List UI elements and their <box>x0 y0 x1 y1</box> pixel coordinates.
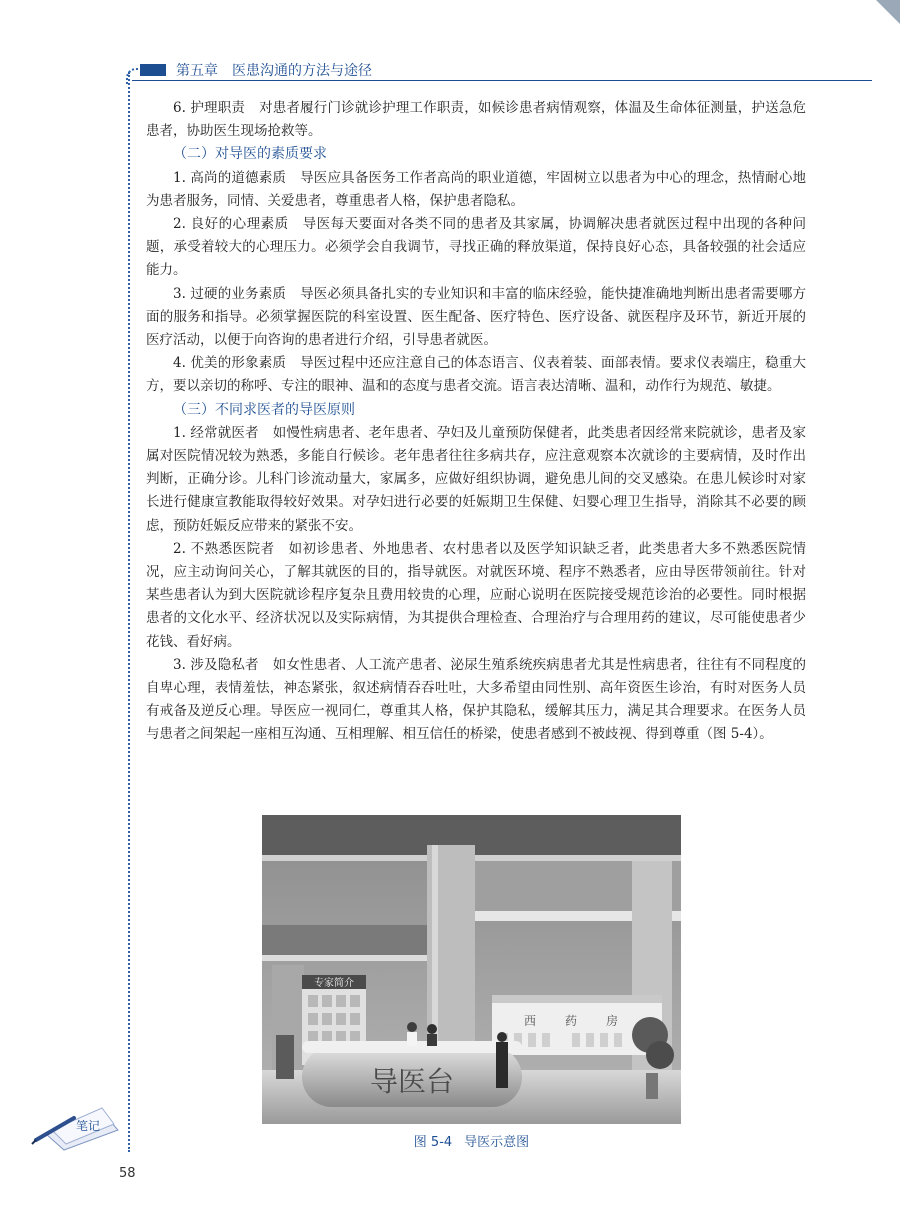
main-text <box>146 97 806 747</box>
pharmacy-sign-2: 药 <box>565 1014 578 1028</box>
paragraph-text: 对患者履行门诊就诊护理工作职责，如候诊患者病情观察，体温及生命体征测量，护送急危患者，协助医生现场抢救等。 <box>146 100 806 140</box>
paragraph-nursing-duty <box>146 97 806 143</box>
paragraph-text: 导医应具备医务工作者高尚的职业道德，牢固树立以患者为中心的理念，热情耐心地为患者服务，同情、关爱患者，尊重患者人格，保护患者隐私。 <box>146 169 807 209</box>
chapter-marker <box>140 64 166 76</box>
paragraph-image <box>146 352 806 398</box>
paragraph-text: 如慢性病患者、老年患者、孕妇及儿童预防保健者，此类患者因经常来院就诊，患者及家属对医院情况较为熟悉，多能自行候诊。老年患者往往多病共存，应注意观察本次就诊的主要病情，及时作出判断，正确分诊。儿科门诊流动量大，家属多，应做好组织协调，避免患儿间的交叉感染。在患儿候诊时对家长进行健康宣教能取得较好效果。对孕妇进行必要的妊娠期卫生保健、妇婴心理卫生指导，消除其不必要的顾虑，预防妊娠反应带来的紧张不安。 <box>146 424 807 534</box>
guide-desk-sign: 导医台 <box>369 1065 455 1098</box>
paragraph-professional <box>146 283 806 353</box>
paragraph-text: 如女性患者、人工流产患者、泌尿生殖系统疾病患者尤其是性病患者，往往有不同程度的自卑心理，表情羞怯，神态紧张，叙述病情吞吞吐吐，大多希望由同性别、高年资医生诊治，有时对医务人员有戒备及逆反心理。导医应一视同仁，尊重其人格，保护其隐私，缓解其压力，满足其合理要求。在医务人员与患者之间架起一座相互沟通、互相理解、相互信任的桥梁，使患者感到不被歧视、得到尊重（图 5-4）。 <box>146 656 807 743</box>
paragraph-heading: 2. 不熟悉医院者 <box>173 540 275 557</box>
chapter-header <box>132 60 872 84</box>
paragraph-heading: 4. 优美的形象素质 <box>173 355 287 372</box>
header-rule <box>132 80 872 81</box>
paragraph-heading: 2. 良好的心理素质 <box>173 216 289 233</box>
figure-number: 图 5-4 <box>413 1135 453 1150</box>
expert-board-sign: 专家简介 <box>314 978 354 989</box>
notes-icon <box>30 1096 126 1152</box>
notes-label: 笔记 <box>76 1119 101 1133</box>
hospital-lobby-photo <box>262 815 681 1124</box>
paragraph-privacy <box>146 654 806 747</box>
paragraph-heading: 6. 护理职责 <box>173 100 246 116</box>
paragraph-heading: 3. 过硬的业务素质 <box>173 285 287 302</box>
paragraph-moral <box>146 167 806 213</box>
paragraph-text: 如初诊患者、外地患者、农村患者以及医学知识缺乏者，此类患者大多不熟悉医院情况，应主动询问关心，了解其就医的目的，指导就医。对就医环境、程序不熟悉者，应由导医带领前往。针对某些患者认为到大医院就诊程序复杂且费用较贵的心理，应耐心说明在医院接受规范诊治的必要性。同时根据患者的文化水平、经济状况以及实际病情，为其提供合理检查、合理治疗与合理用药的建议，尽可能使患者少花钱、看好病。 <box>146 540 807 650</box>
paragraph-text: 导医每天要面对各类不同的患者及其家属，协调解决患者就医过程中出现的各种问题，承受着较大的心理压力。必须学会自我调节，寻找正确的释放渠道，保持良好心态，具备较强的社会适应能力。 <box>146 216 806 279</box>
figure-caption <box>262 1131 681 1150</box>
paragraph-psychological <box>146 213 806 283</box>
paragraph-heading: 3. 涉及隐私者 <box>173 656 259 673</box>
paragraph-text: 导医必须具备扎实的专业知识和丰富的临床经验，能快捷准确地判断出患者需要哪方面的服务和指导。必须掌握医院的科室设置、医生配备、医疗特色、医疗设备、就医程序及环节，新近开展的医疗活动，以便于向咨询的患者进行介绍，引导患者就医。 <box>146 285 807 349</box>
paragraph-unfamiliar-visitors <box>146 538 806 654</box>
margin-dotted-line <box>128 72 130 1152</box>
paragraph-text: 导医过程中还应注意自己的体态语言、仪表着装、面部表情。要求仪表端庄，稳重大方，要以亲切的称呼、专注的眼神、温和的态度与患者交流。语言表达清晰、温和，动作行为规范、敏捷。 <box>146 355 807 395</box>
page-corner-fold <box>876 0 900 24</box>
paragraph-heading: 1. 高尚的道德素质 <box>173 169 287 186</box>
paragraph-frequent-visitors <box>146 422 806 538</box>
section-heading-quality: （二）对导医的素质要求 <box>173 146 327 163</box>
section-heading-principles: （三）不同求医者的导医原则 <box>173 401 355 418</box>
pharmacy-sign-1: 西 <box>524 1014 537 1028</box>
chapter-title: 第五章 医患沟通的方法与途径 <box>176 63 372 79</box>
pharmacy-sign-3: 房 <box>606 1014 619 1028</box>
paragraph-heading: 1. 经常就医者 <box>173 424 259 441</box>
figure-title: 导医示意图 <box>464 1135 530 1150</box>
page-number: 58 <box>119 1166 136 1181</box>
